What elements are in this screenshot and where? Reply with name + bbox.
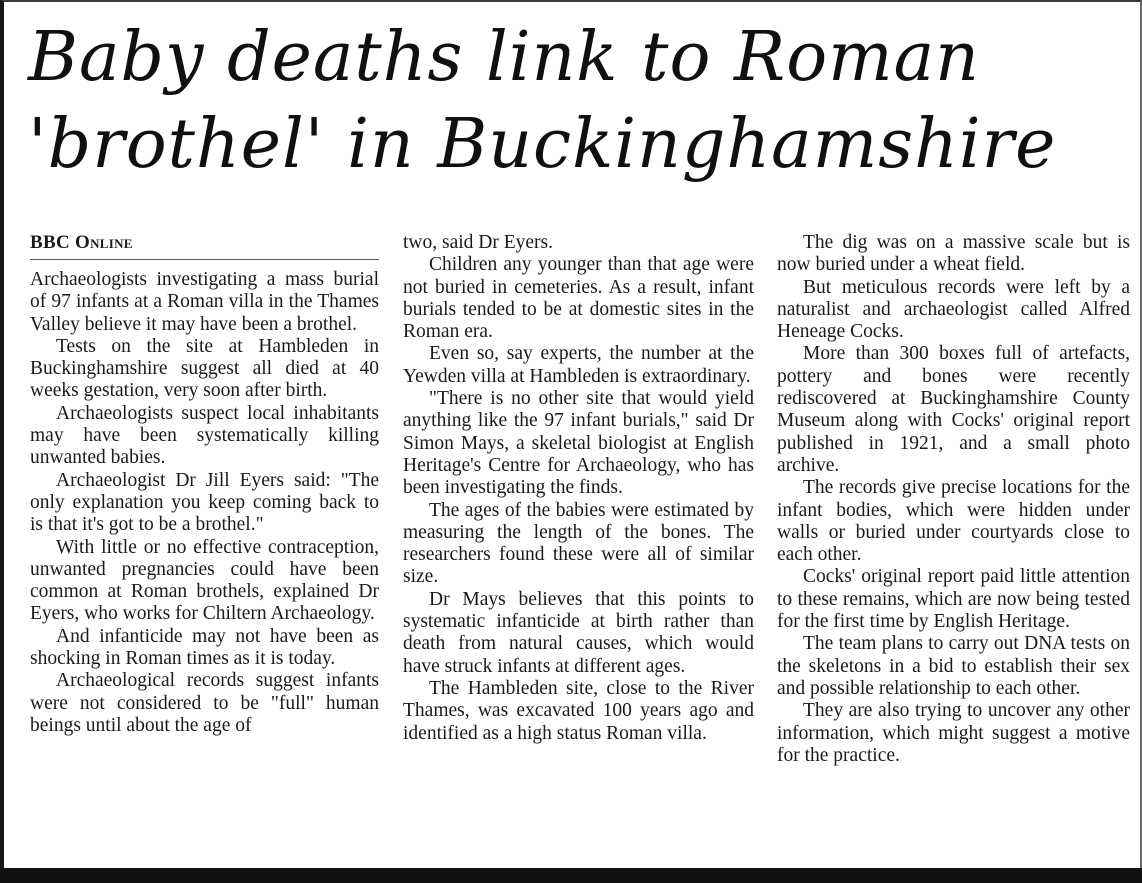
paragraph: two, said Dr Eyers. <box>403 232 554 253</box>
paragraph: Dr Mays believes that this points to systematic infanticide at birth rather than death from natural causes, which would have struck infants at different ages. <box>403 588 754 677</box>
paragraph: Archaeologists investigating a mass burial of 97 infants at a Roman villa in the Thames Valley believe it may have been a brothel. <box>30 269 379 335</box>
paragraph: Archaeologist Dr Jill Eyers said: "The only explanation you keep coming back to is that it's got to be a brothel." <box>30 469 379 536</box>
paragraph: The ages of the babies were estimated by measuring the length of the bones. The researchers found these were all of similar size. <box>403 499 754 588</box>
paragraph: "There is no other site that would yield anything like the 97 infant burials," said Dr Simon Mays, a skeletal biologist at English Heritage's Centre for Archaeology, who has been investigating the finds. <box>403 388 754 499</box>
paragraph: Even so, say experts, the number at the Yewden villa at Hambleden is extraordinary. <box>403 343 754 387</box>
paragraph: The records give precise locations for the infant bodies, which were hidden under walls or buried under courtyards close to each other. <box>777 477 1130 566</box>
paragraph: Archaeologists suspect local inhabitants may have been systematically killing unwanted babies. <box>30 402 379 469</box>
paragraph: The Hambleden site, close to the River Thames, was excavated 100 years ago and identified as a high status Roman villa. <box>403 677 754 744</box>
paragraph: The team plans to carry out DNA tests on the skeletons in a bid to establish their sex and possible relationship to each other. <box>777 633 1130 699</box>
paragraph: Children any younger than that age were not buried in cemeteries. As a result, infant burials tended to be at domestic sites in the Roman era. <box>403 254 754 343</box>
bottom-border-bar <box>0 868 1142 883</box>
headline <box>28 14 1128 188</box>
paragraph: Cocks' original report paid little attention to these remains, which are now being tested for the first time by English Heritage. <box>777 566 1130 633</box>
paragraph: The dig was on a massive scale but is now buried under a wheat field. <box>777 232 1130 276</box>
paragraph: And infanticide may not have been as shocking in Roman times as it is today. <box>30 625 379 670</box>
paragraph: More than 300 boxes full of artefacts, pottery and bones were recently rediscovered at Buckinghamshire County Museum along with Cocks' original report published in 1921, and a small photo archive. <box>777 343 1130 476</box>
byline: BBC Online <box>30 232 379 260</box>
headline-line-2: 'brothel' in Buckinghamshire <box>28 105 1057 184</box>
paragraph: They are also trying to uncover any other information, which might suggest a motive for the practice. <box>777 700 1130 766</box>
paragraph: Archaeological records suggest infants were not considered to be "full" human beings until about the age of <box>30 670 379 736</box>
article-column-2 <box>403 232 754 745</box>
paragraph: But meticulous records were left by a naturalist and archaeologist called Alfred Heneage Cocks. <box>777 276 1130 343</box>
headline-line-1: Baby deaths link to Roman <box>28 18 980 97</box>
paragraph: Tests on the site at Hambleden in Buckinghamshire suggest all died at 40 weeks gestation, very soon after birth. <box>30 335 379 402</box>
paragraph: With little or no effective contraception, unwanted pregnancies could have been common at Roman brothels, explained Dr Eyers, who works for Chiltern Archaeology. <box>30 536 379 625</box>
article-column-3 <box>777 232 1130 767</box>
article-column-1 <box>30 232 379 737</box>
